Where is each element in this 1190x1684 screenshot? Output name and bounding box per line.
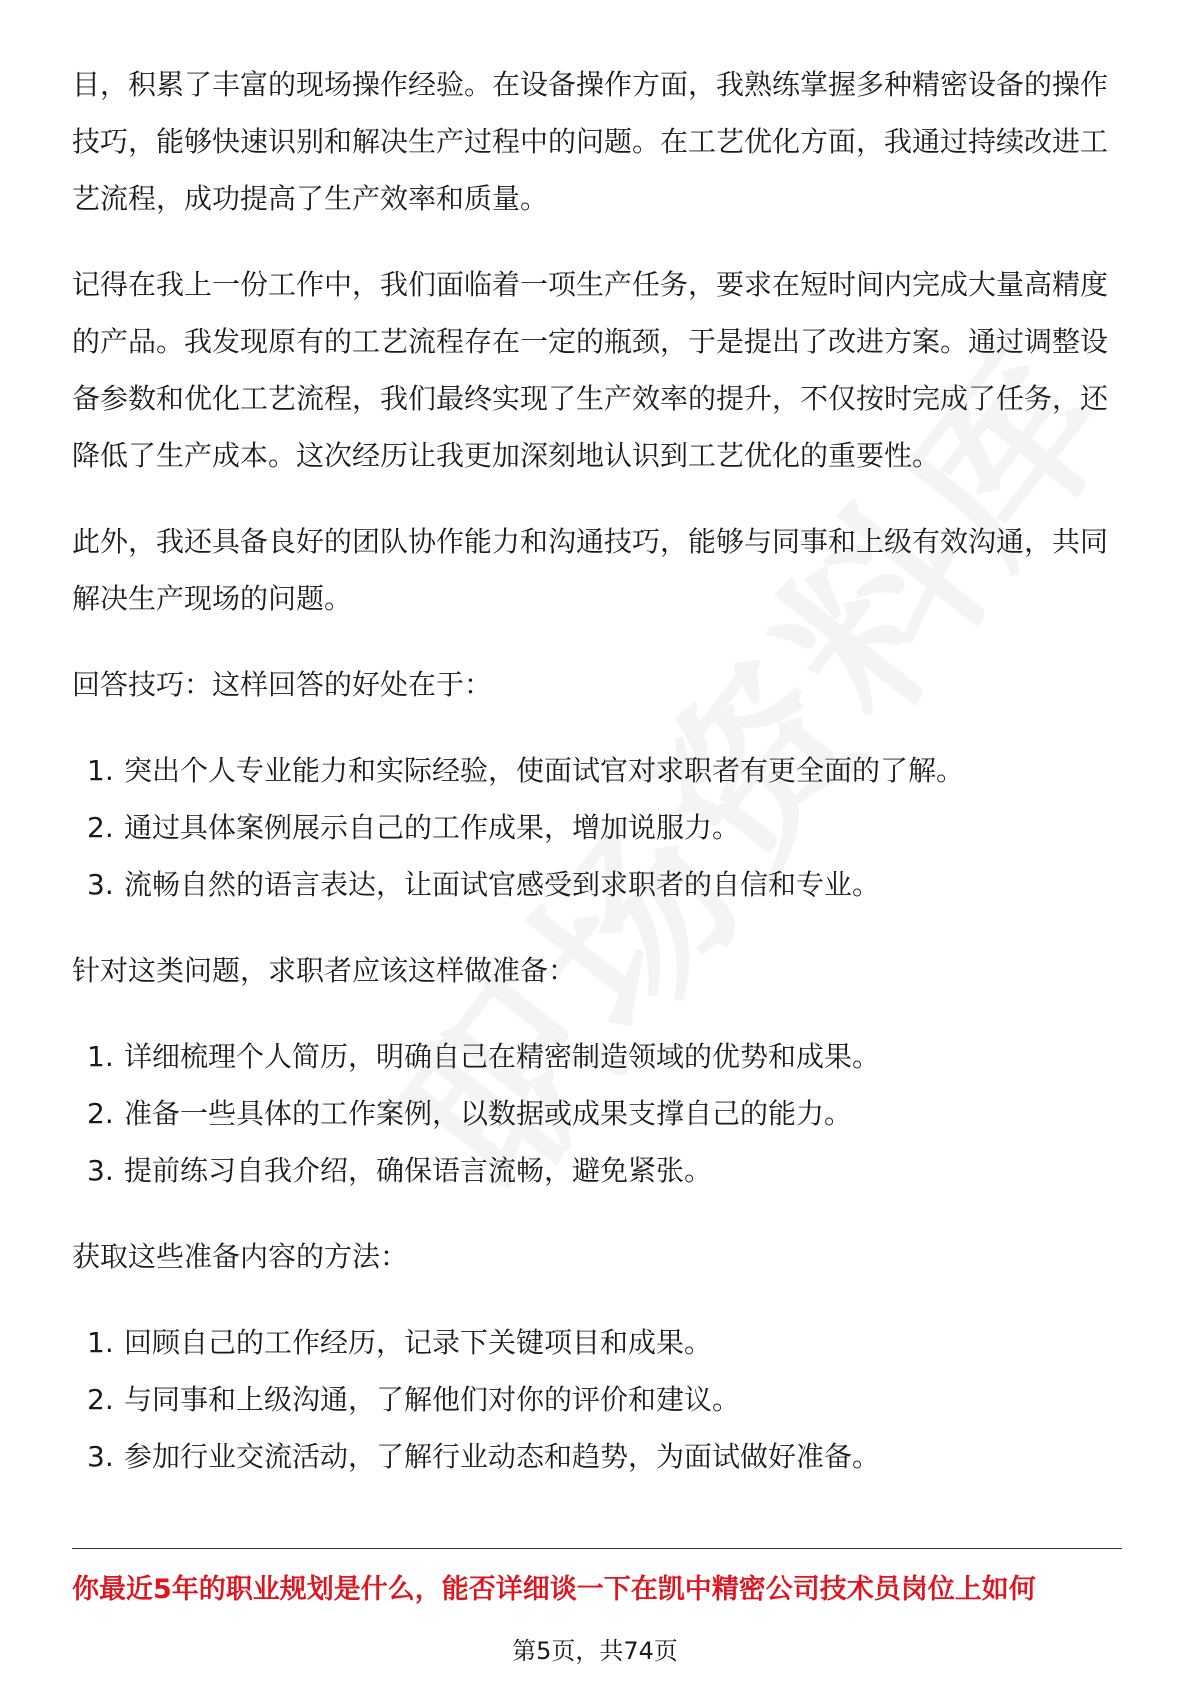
list-item-text: 与同事和上级沟通，了解他们对你的评价和建议。 [124, 1383, 741, 1416]
list-item-text: 回顾自己的工作经历，记录下关键项目和成果。 [124, 1326, 713, 1359]
list-number: 1. [87, 754, 114, 787]
document-body [72, 56, 1122, 1514]
list-number: 1. [87, 1040, 114, 1073]
list-item [72, 856, 1122, 913]
list-item [72, 1428, 1122, 1485]
paragraph-teamwork: 此外，我还具备良好的团队协作能力和沟通技巧，能够与同事和上级有效沟通，共同解决生产现场的问题。 [72, 525, 1109, 615]
list-number: 2. [87, 1097, 114, 1130]
list-item [72, 1371, 1122, 1428]
list-item [72, 1142, 1122, 1199]
list-number: 2. [87, 1383, 114, 1416]
list-number: 1. [87, 1326, 114, 1359]
list-item-text: 通过具体案例展示自己的工作成果，增加说服力。 [124, 811, 741, 844]
list-item-text: 流畅自然的语言表达，让面试官感受到求职者的自信和专业。 [124, 868, 881, 901]
list-number: 3. [87, 1154, 114, 1187]
page-number: 第5页，共74页 [512, 1637, 678, 1665]
section-heading-methods: 获取这些准备内容的方法： [72, 1240, 409, 1273]
next-question-heading: 你最近5年的职业规划是什么，能否详细谈一下在凯中精密公司技术员岗位上如何 [72, 1574, 1036, 1605]
list-number: 2. [87, 811, 114, 844]
paragraph-experience: 目，积累了丰富的现场操作经验。在设备操作方面，我熟练掌握多种精密设备的操作技巧，能够快速识别和解决生产过程中的问题。在工艺优化方面，我通过持续改进工艺流程，成功提高了生产效率和质量。 [72, 68, 1109, 215]
list-item-text: 详细梳理个人简历，明确自己在精密制造领域的优势和成果。 [124, 1040, 881, 1073]
list-item-text: 突出个人专业能力和实际经验，使面试官对求职者有更全面的了解。 [124, 754, 965, 787]
section-heading-tips: 回答技巧：这样回答的好处在于： [72, 668, 493, 701]
paragraph-example: 记得在我上一份工作中，我们面临着一项生产任务，要求在短时间内完成大量高精度的产品。我发现原有的工艺流程存在一定的瓶颈，于是提出了改进方案。通过调整设备参数和优化工艺流程，我们最终实现了生产效率的提升，不仅按时完成了任务，还降低了生产成本。这次经历让我更加深刻地认识到工艺优化的重要性。 [72, 268, 1109, 472]
list-number: 3. [87, 868, 114, 901]
list-item-text: 提前练习自我介绍，确保语言流畅，避免紧张。 [124, 1154, 713, 1187]
section-heading-preparation: 针对这类问题，求职者应该这样做准备： [72, 954, 577, 987]
list-item-text: 参加行业交流活动，了解行业动态和趋势，为面试做好准备。 [124, 1440, 881, 1473]
list-number: 3. [87, 1440, 114, 1473]
list-item [72, 799, 1122, 856]
methods-list [72, 1314, 1122, 1485]
list-item [72, 1314, 1122, 1371]
list-item [72, 742, 1122, 799]
list-item [72, 1028, 1122, 1085]
list-item [72, 1085, 1122, 1142]
list-item-text: 准备一些具体的工作案例，以数据或成果支撑自己的能力。 [124, 1097, 853, 1130]
tips-list [72, 742, 1122, 913]
divider [72, 1548, 1122, 1549]
preparation-list [72, 1028, 1122, 1199]
